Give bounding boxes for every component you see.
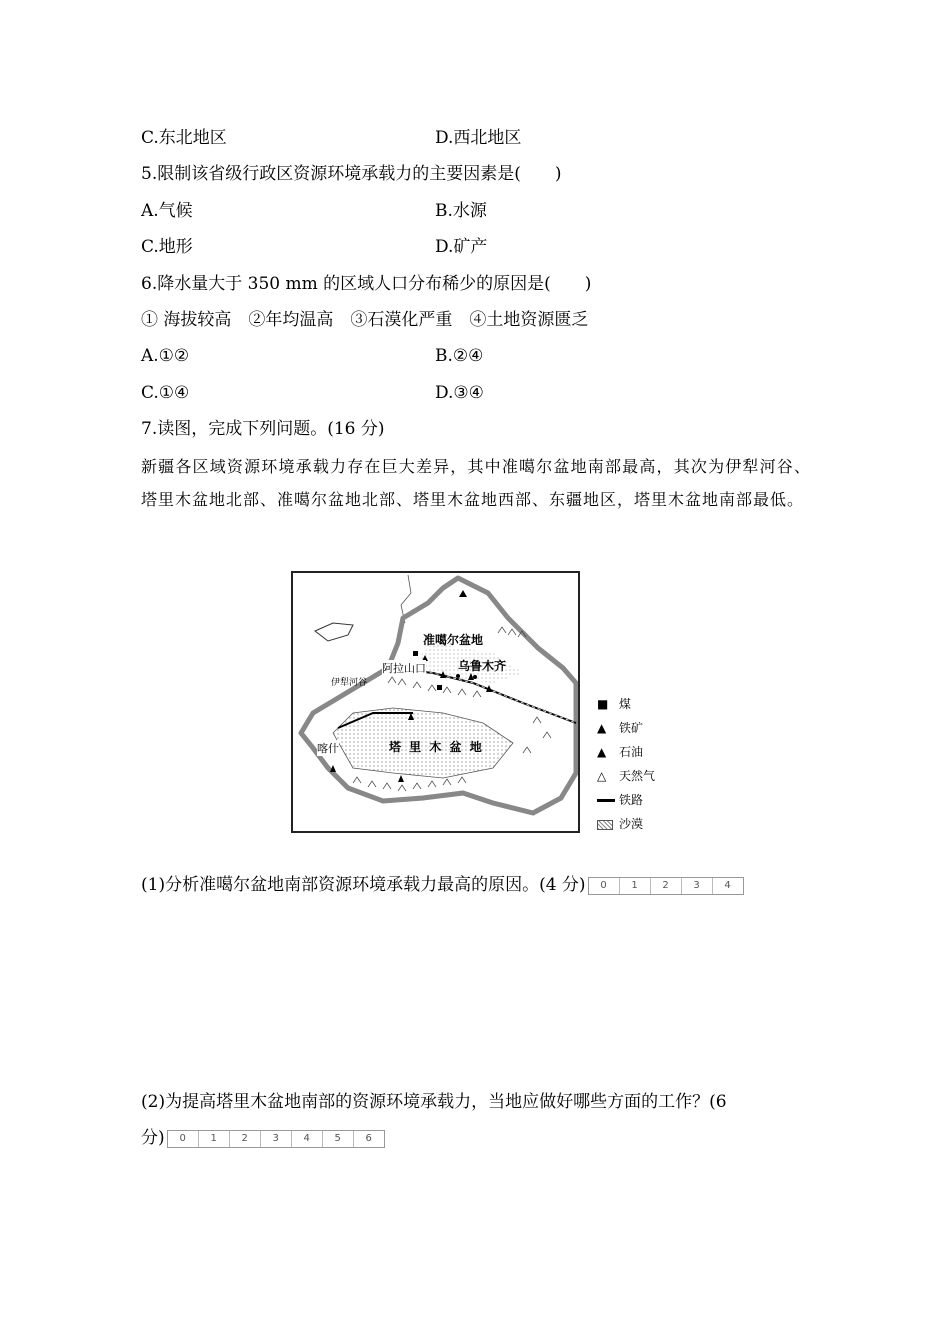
map-drawing — [293, 573, 578, 831]
q7-sub2-line1: (2)为提高塔里木盆地南部的资源环境承载力，当地应做好哪些方面的工作？(6 — [141, 1092, 727, 1112]
q4-option-c: C.东北地区 — [141, 128, 227, 148]
q5-stem: 5.限制该省级行政区资源环境承载力的主要因素是( ) — [141, 164, 562, 184]
q5-option-a: A.气候 — [141, 201, 193, 221]
xinjiang-map — [291, 571, 580, 833]
q7-sub1 — [141, 874, 744, 896]
q7-passage: 新疆各区域资源环境承载力存在巨大差异，其中准噶尔盆地南部最高，其次为伊犁河谷、塔里木盆地北部、准噶尔盆地北部、塔里木盆地西部、东疆地区，塔里木盆地南部最低。 — [141, 457, 811, 509]
q5-option-b: B.水源 — [435, 201, 487, 221]
label-tarim: 塔 里 木 盆 地 — [389, 740, 484, 754]
q5-option-c: C.地形 — [141, 237, 193, 257]
label-urumqi: 乌鲁木齐 — [458, 659, 507, 673]
legend-iron: ▲ 铁矿 — [597, 721, 644, 735]
q6-option-b: B.②④ — [435, 346, 484, 366]
railway-icon — [597, 799, 615, 802]
score-box-sub2[interactable]: 0 1 2 3 4 5 6 — [167, 1130, 385, 1148]
legend-coal: ■ 煤 — [597, 697, 632, 711]
label-kashgar: 喀什 — [317, 742, 339, 755]
q6-option-a: A.①② — [141, 346, 190, 366]
legend-desert: 沙漠 — [597, 817, 643, 831]
q7-stem: 7.读图，完成下列问题。(16 分) — [141, 419, 385, 439]
label-alashankou: 阿拉山口 — [382, 662, 426, 675]
legend-oil: ▲ 石油 — [597, 745, 644, 759]
q5-option-d: D.矿产 — [435, 237, 488, 257]
iron-icon: ▲ — [597, 721, 607, 735]
desert-icon — [597, 820, 613, 830]
q6-stem: 6.降水量大于 350 mm 的区域人口分布稀少的原因是( ) — [141, 274, 592, 294]
label-junggar: 准噶尔盆地 — [423, 633, 484, 647]
q4-option-d: D.西北地区 — [435, 128, 522, 148]
legend-railway: 铁路 — [597, 793, 643, 807]
label-yili: 伊犁河谷 — [331, 678, 368, 688]
legend-gas: △ 天然气 — [597, 769, 656, 783]
q6-option-d: D.③④ — [435, 383, 484, 403]
oil-icon: ▲ — [597, 745, 607, 759]
q6-choices: ① 海拔较高 ②年均温高 ③石漠化严重 ④土地资源匮乏 — [141, 310, 589, 330]
q7-sub1-text: (1)分析准噶尔盆地南部资源环境承载力最高的原因。(4 分) — [141, 875, 586, 895]
coal-icon: ■ — [597, 697, 609, 711]
q7-sub2-line2 — [141, 1127, 385, 1149]
q7-sub2-text: 分) — [141, 1128, 165, 1148]
q6-option-c: C.①④ — [141, 383, 190, 403]
score-box-sub1[interactable]: 0 1 2 3 4 — [588, 877, 744, 895]
gas-icon: △ — [597, 769, 607, 783]
